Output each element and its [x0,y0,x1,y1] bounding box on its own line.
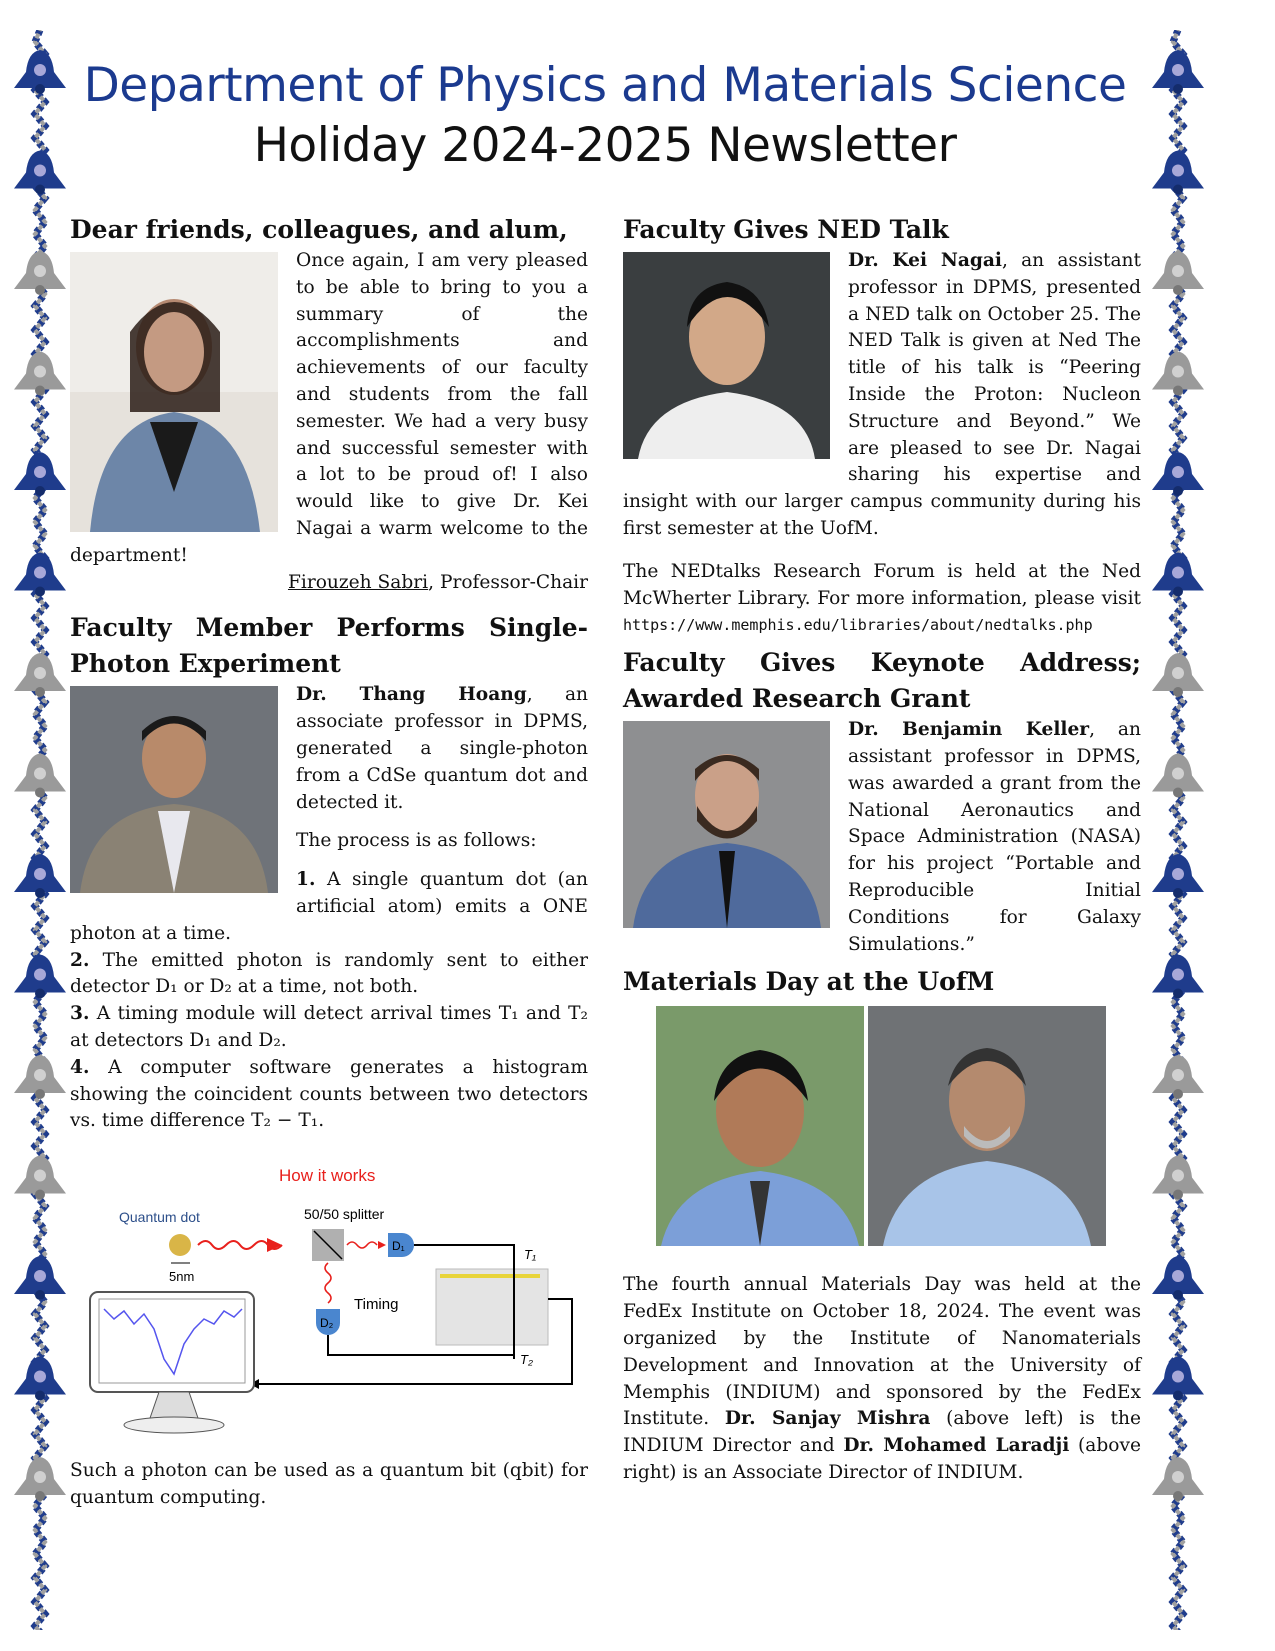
diagram-timing-label: Timing [354,1296,399,1314]
bell-icon [14,754,66,798]
bell-icon [1152,955,1204,999]
process-intro: The process is as follows: [296,830,537,852]
materials-photos [656,1006,1141,1246]
nedtalks-link[interactable]: https://www.memphis.edu/libraries/about/nedtalks.php [623,616,1093,635]
step-4 [70,1055,588,1135]
right-column [623,212,1141,1487]
diagram-d2-label: D₂ [320,1316,334,1331]
ned-heading: Faculty Gives NED Talk [623,215,949,244]
materials-text: The fourth annual Materials Day was held at the FedEx Institute on October 18, 2024. The event was organized by the Institute of Nanomaterials Development and Innovation at the University of Memphis (INDIUM) and sponsored by the FedEx Institute. [623,1274,1141,1430]
keynote-heading: Faculty Gives Keynote Address; Awarded Research Grant [623,648,1141,714]
timing-module-stripe [440,1274,540,1278]
step-3 [70,1001,588,1055]
photon-heading: Faculty Member Performs Single-Photon Experiment [70,613,588,679]
step-2 [70,948,588,1002]
signature-title: , Professor-Chair [428,571,588,593]
nagai-photo [623,252,830,459]
chair-photo [70,252,278,532]
hoang-photo [70,686,278,893]
how-it-works-diagram [84,1159,584,1444]
hoang-name: Dr. Thang Hoang [296,684,527,706]
laradji-name: Dr. Mohamed Laradji [843,1435,1070,1457]
bell-icon [1152,452,1204,496]
photon-closing: Such a photon can be used as a quantum bit (qbit) for quantum computing. [70,1460,588,1508]
ned-forum [623,559,1141,639]
department-title: Department of Physics and Materials Science [83,58,1127,113]
left-column [70,212,588,1512]
diagram-t2-label: T₂ [520,1352,533,1368]
quantum-dot-icon [169,1234,191,1256]
monitor-base [124,1417,224,1433]
ned-body-text: , an assistant professor in DPMS, presented a NED talk on October 25. The NED Talk is given at Ned The title of his talk is “Peering Inside the Proton: Nucleon Structure and Beyond.” We are pleased to see Dr. Nagai sharing his expertise and insight with our larger campus community during his first semester at the UofM. [623,250,1141,539]
bell-icon [1152,1457,1204,1501]
step-text: A timing module will detect arrival times T₁ and T₂ at detectors D₁ and D₂. [70,1003,588,1051]
hoang-intro-text: , an associate professor in DPMS, generated a single-photon from a CdSe quantum dot and detected it. [296,684,589,813]
signature-name: Firouzeh Sabri [287,571,429,593]
garland-border-right [1148,30,1208,1630]
bell-icon [1152,1256,1204,1300]
step-text: The emitted photon is randomly sent to either detector D₁ or D₂ at a time, not both. [70,949,588,998]
diagram-splitter-label: 50/50 splitter [304,1206,385,1223]
bell-icon [1152,352,1204,396]
diagram-title: How it works [279,1166,376,1186]
bell-icon [1152,553,1204,597]
bell-icon [14,251,66,295]
mishra-name: Dr. Sanjay Mishra [724,1408,931,1430]
bell-icon [1152,854,1204,898]
keller-name: Dr. Benjamin Keller [848,719,1090,741]
bell-icon [1152,1055,1204,1099]
garland-border-left [10,30,70,1630]
bell-icon [14,553,66,597]
bell-icon [1152,1357,1204,1401]
bell-icon [1152,653,1204,697]
bell-icon [1152,754,1204,798]
bell-icon [1152,251,1204,295]
nagai-name: Dr. Kei Nagai [848,250,1002,271]
photon-wave-d1 [347,1242,377,1248]
diagram-scale-label: 5nm [169,1269,195,1285]
arrow-icon [378,1241,386,1249]
step-text: A computer software generates a histogram showing the coincident counts between two detectors vs. time difference T₂ − T₁. [70,1056,588,1132]
step-number: 3. [70,1003,90,1025]
welcome-heading: Dear friends, colleagues, and alum, [70,215,568,244]
bell-icon [14,352,66,396]
step-text: A single quantum dot (an artificial atom) emits a ONE photon at a time. [70,869,588,944]
materials-text: (above right) is an Associate Director of INDIUM. [623,1435,1141,1483]
mishra-photo [656,1006,864,1246]
bell-icon [14,1457,66,1501]
bell-icon [14,1256,66,1300]
materials-body [623,1272,1141,1486]
diagram-d1-label: D₁ [392,1239,405,1254]
bell-icon [14,1357,66,1401]
ned-forum-text: The NEDtalks Research Forum is held at the Ned McWherter Library. For more information, please visit [623,560,1141,609]
signature [70,570,588,597]
materials-text: (above left) is the INDIUM Director and [623,1408,1141,1457]
step-number: 2. [70,949,90,971]
diagram-t1-label: T₁ [524,1247,537,1263]
laradji-photo [868,1006,1106,1246]
materials-heading: Materials Day at the UofM [623,967,995,997]
welcome-body: Once again, I am very pleased to be able to bring to you a summary of the accomplishments and achievements of our faculty and students from the fall semester. We had a very busy and successful semester with a lot to be proud of! I also would like to give Dr. Kei Nagai a warm welcome to the department! [70,250,588,566]
photon-wave-d2 [325,1263,331,1303]
keynote-body-text: , an assistant professor in DPMS, was awarded a grant from the National Aeronautics and Space Administration (NASA) for his project “Portable and Reproducible Initial Conditions for Galaxy Simulations.” [848,719,1141,955]
bell-icon [14,955,66,999]
step-number: 1. [296,869,316,891]
diagram-quantum-dot-label: Quantum dot [119,1209,200,1226]
bell-icon [14,1156,66,1200]
newsletter-title: Holiday 2024-2025 Newsletter [253,118,957,173]
bell-icon [14,854,66,898]
bell-icon [14,452,66,496]
timing-module-icon [436,1269,548,1345]
step-number: 4. [70,1056,90,1078]
keller-photo [623,721,830,928]
bell-icon [1152,1156,1204,1200]
bell-icon [14,653,66,697]
bell-icon [14,1055,66,1099]
